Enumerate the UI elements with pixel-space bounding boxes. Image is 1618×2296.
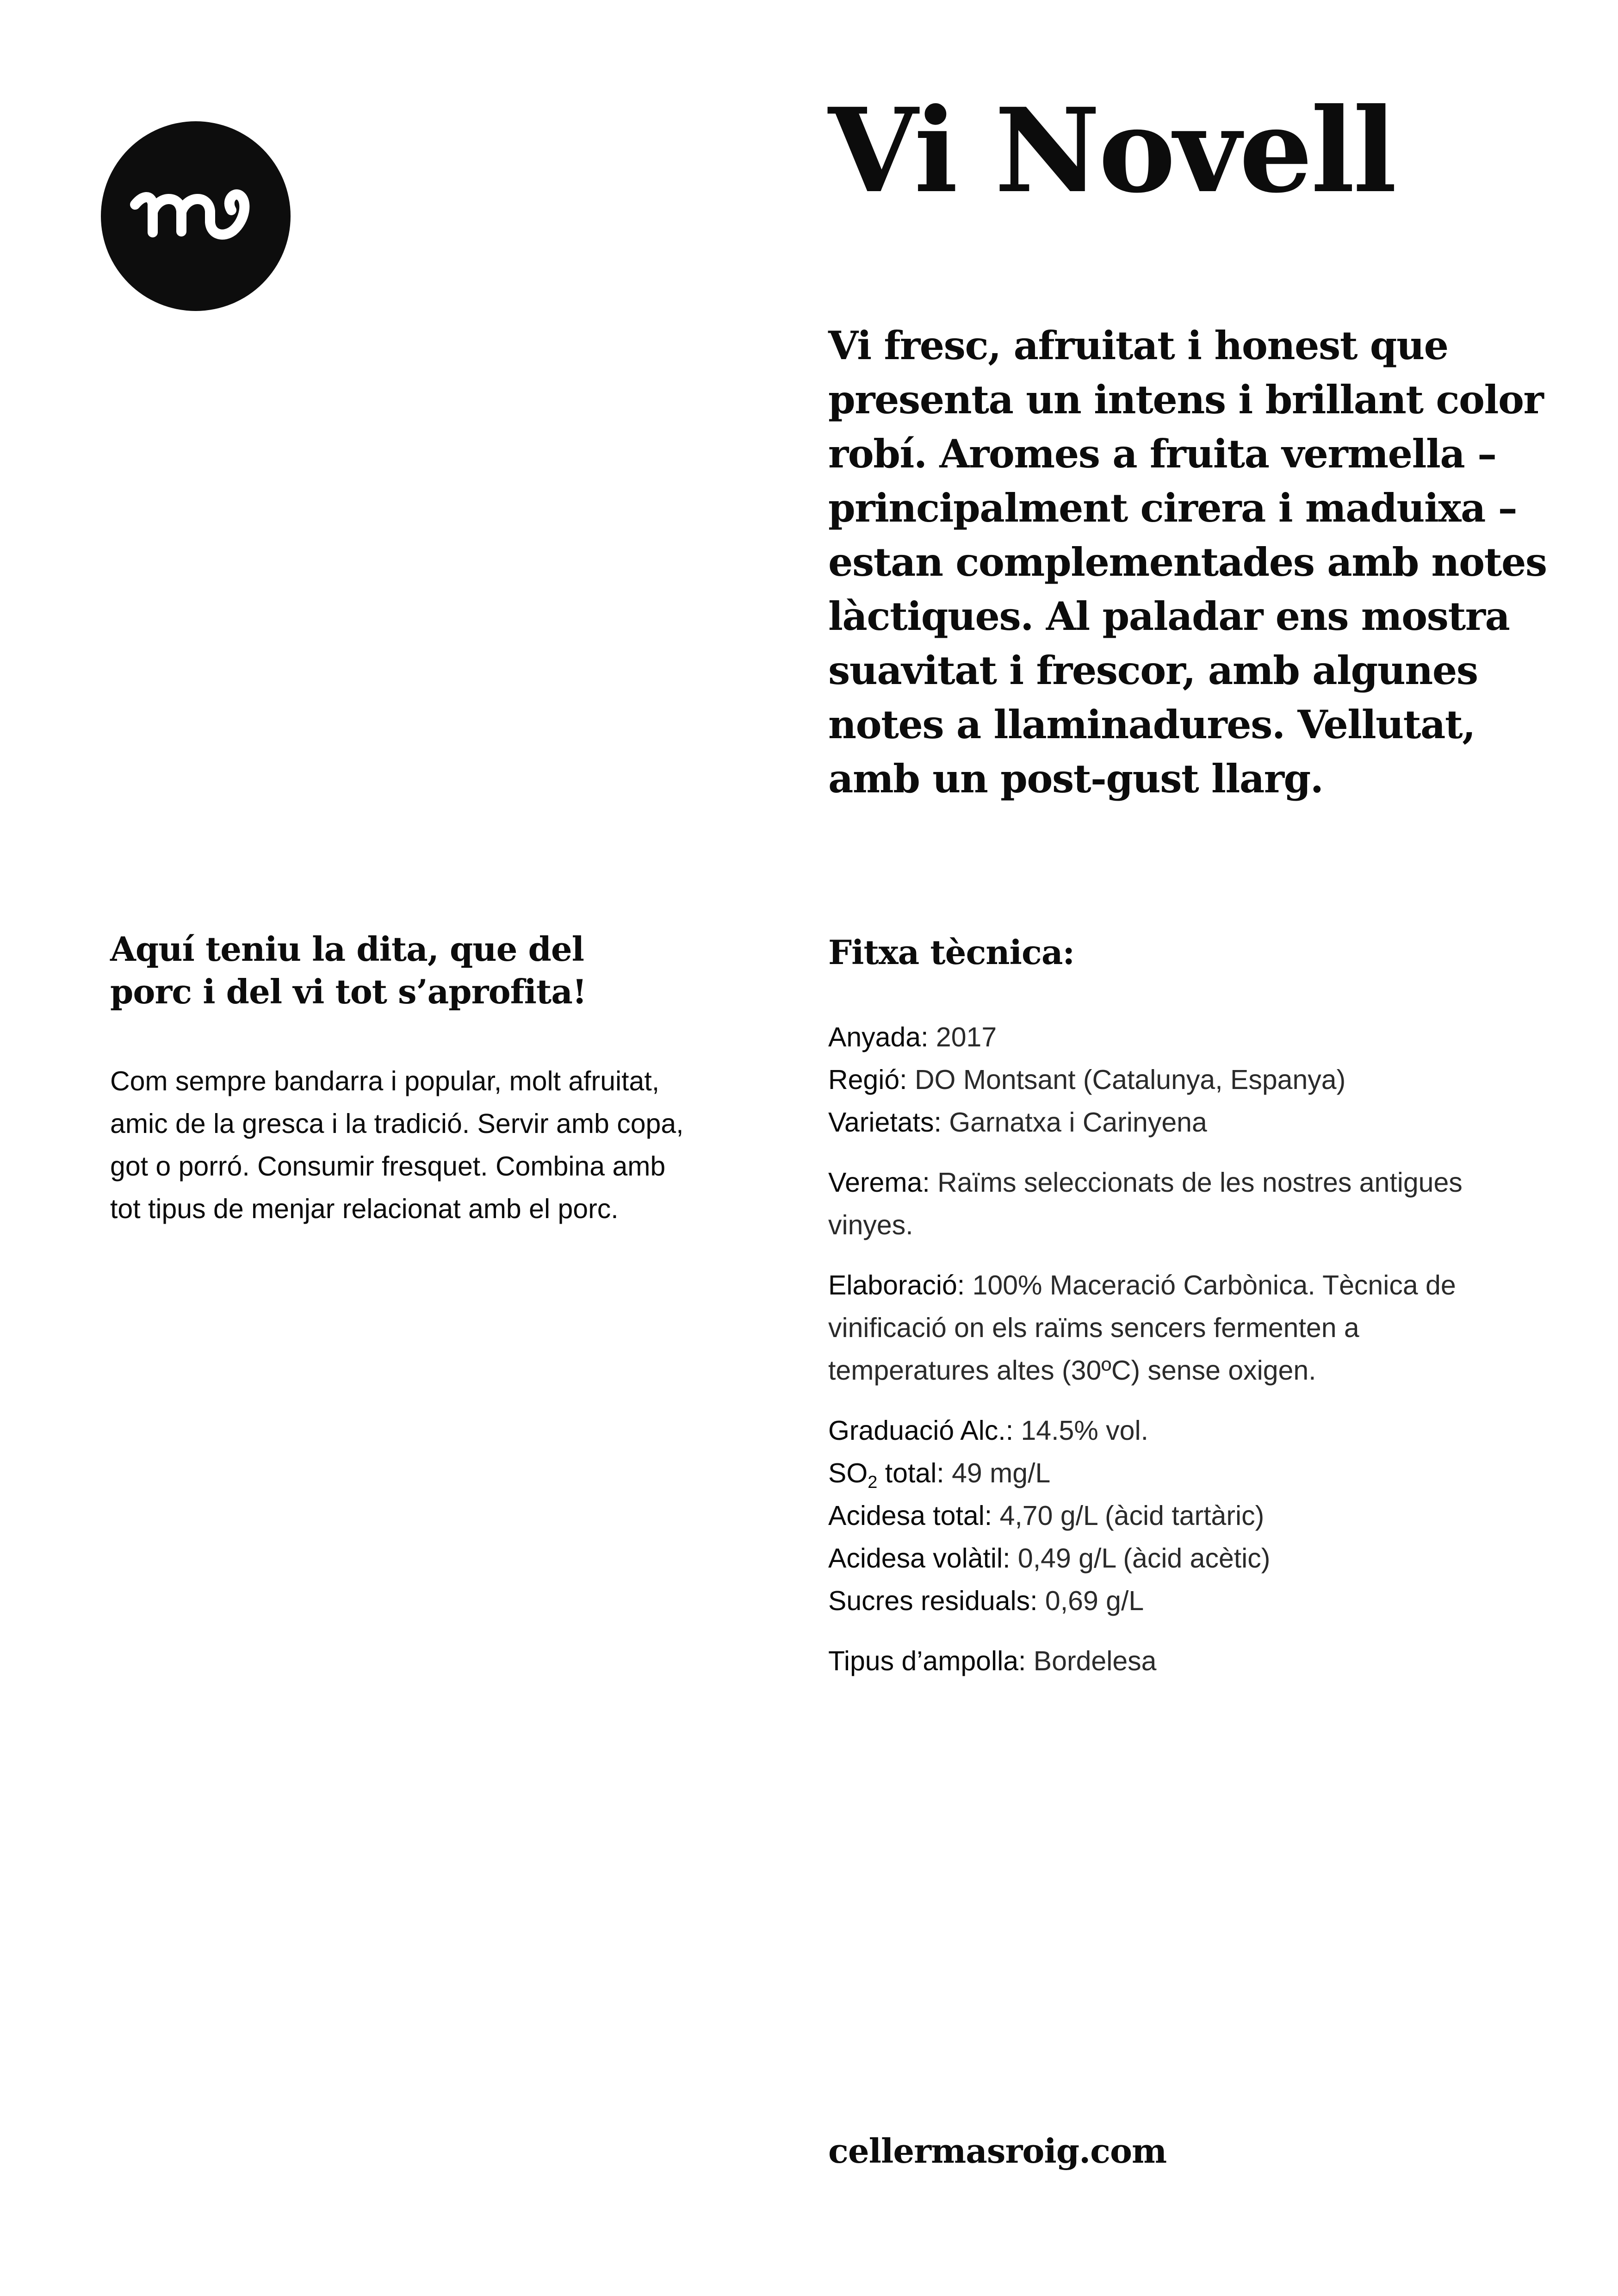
serving-notes: Com sempre bandarra i popular, molt afruitat, amic de la gresca i la tradició. Servir amb copa, got o porró. Consumir fresquet. Combina amb tot tipus de menjar relacionat amb el porc. [110,1066,684,1224]
spec-group-elaboration [828,1264,1513,1392]
spec-region [828,1058,1513,1101]
spec-value: 100% Maceració Carbònica. Tècnica de vinificació on els raïms sencers fermenten a temperatures altes (30ºC) sense oxigen. [828,1270,1456,1386]
spec-alcohol [828,1409,1513,1452]
so2-main: SO [828,1458,868,1488]
brand-logo [101,121,291,311]
spec-so2 [828,1452,1513,1494]
spec-value: 49 mg/L [944,1458,1051,1488]
wine-description: Vi fresc, afruitat i honest que presenta un intens i brillant color robí. Aromes a fruita vermella – principalment cirera i maduixa – estan complementades amb notes làctiques. Al paladar ens mostra suavitat i frescor, amb algunes notes a llaminadures. Vellutat, amb un post-gust llarg. [828,323,1547,802]
page-title: Vi Novell [828,82,1395,218]
spec-group-origin [828,1016,1513,1144]
spec-value: DO Montsant (Catalunya, Espanya) [907,1064,1346,1095]
spec-value: 0,49 g/L (àcid acètic) [1010,1543,1271,1574]
spec-group-bottle [828,1640,1513,1682]
spec-label: Regió: [828,1064,907,1095]
spec-label: Graduació Alc.: [828,1415,1014,1446]
so2-rest: total: [877,1458,944,1488]
so2-subscript: 2 [868,1473,878,1492]
website-url: cellermasroig.com [828,2131,1167,2171]
spec-value: Bordelesa [1026,1646,1157,1676]
spec-value: Garnatxa i Carinyena [941,1107,1207,1138]
spec-value: Raïms seleccionats de les nostres antigues vinyes. [828,1167,1463,1240]
spec-value: 2017 [928,1022,997,1052]
spec-label: Verema: [828,1167,930,1198]
spec-label: Tipus d’ampolla: [828,1646,1026,1676]
spec-label: Anyada: [828,1022,929,1052]
spec-volatile-acidity [828,1537,1513,1580]
spec-vintage [828,1016,1513,1058]
spec-label: Elaboració: [828,1270,965,1300]
spec-value: 0,69 g/L [1037,1586,1144,1616]
m-monogram-logo-icon [101,121,291,311]
spec-bottle-type [828,1640,1513,1682]
spec-label: Acidesa volàtil: [828,1543,1010,1574]
spec-value: 14.5% vol. [1013,1415,1148,1446]
spec-residual-sugar [828,1580,1513,1622]
saying-heading: Aquí teniu la dita, que del porc i del vi tot s’aprofita! [110,929,587,1011]
spec-group-analysis [828,1409,1513,1622]
tech-sheet-heading: Fitxa tècnica: [828,933,1075,972]
spec-group-harvest [828,1161,1513,1246]
spec-varieties [828,1101,1513,1144]
spec-label: Varietats: [828,1107,942,1138]
tech-sheet [828,1016,1513,1700]
spec-elaboration [828,1264,1513,1392]
spec-label: Sucres residuals: [828,1586,1038,1616]
spec-total-acidity [828,1494,1513,1537]
spec-label [828,1458,944,1492]
spec-harvest [828,1161,1513,1246]
spec-label: Acidesa total: [828,1500,992,1531]
spec-value: 4,70 g/L (àcid tartàric) [992,1500,1265,1531]
